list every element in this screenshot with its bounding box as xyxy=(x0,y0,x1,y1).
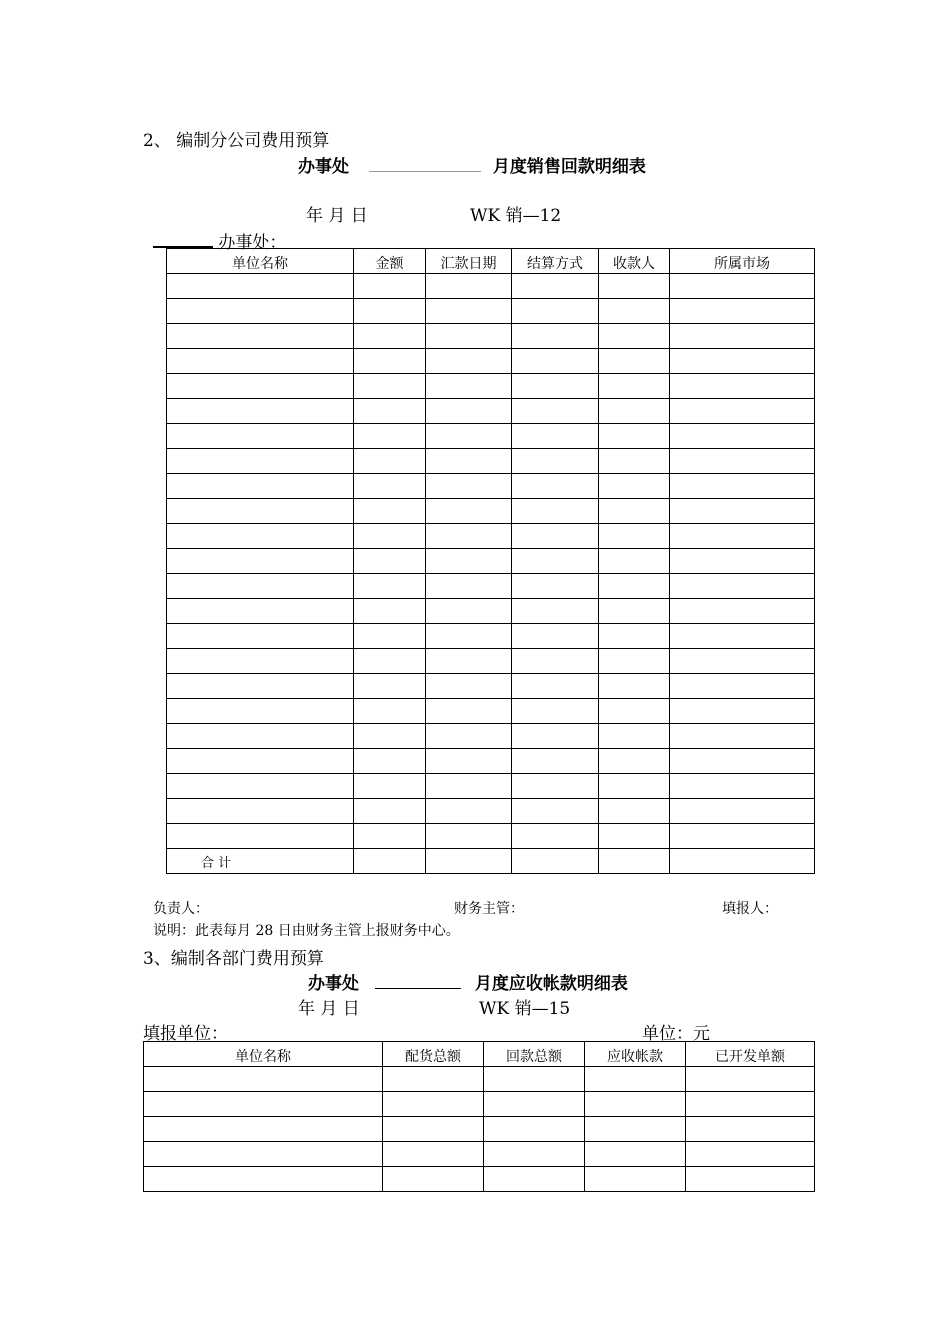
table-cell[interactable] xyxy=(426,624,512,649)
table-cell[interactable] xyxy=(354,549,426,574)
col-payee: 收款人 xyxy=(599,249,670,274)
table-cell[interactable] xyxy=(512,424,599,449)
col-receivables: 应收帐款 xyxy=(585,1042,686,1067)
total-row xyxy=(167,849,815,874)
table-cell[interactable] xyxy=(599,799,670,824)
section-2-heading: 2、 编制分公司费用预算 xyxy=(143,131,330,151)
header-row xyxy=(144,1042,815,1067)
table-cell[interactable] xyxy=(599,824,670,849)
table-cell[interactable] xyxy=(599,749,670,774)
col-unit-name: 单位名称 xyxy=(167,249,354,274)
table-cell[interactable] xyxy=(426,774,512,799)
table-cell[interactable] xyxy=(585,1142,686,1167)
table-cell[interactable] xyxy=(670,274,815,299)
table-cell[interactable] xyxy=(670,524,815,549)
table-cell[interactable] xyxy=(426,574,512,599)
table-cell[interactable] xyxy=(585,1167,686,1192)
table-cell[interactable] xyxy=(167,549,354,574)
table-cell[interactable] xyxy=(599,424,670,449)
table-cell[interactable] xyxy=(512,274,599,299)
table-cell[interactable] xyxy=(670,649,815,674)
office-name-blank[interactable] xyxy=(375,970,461,989)
table-cell[interactable] xyxy=(167,824,354,849)
table-row xyxy=(167,449,815,474)
table-cell[interactable] xyxy=(426,749,512,774)
header-row xyxy=(167,249,815,274)
table-row xyxy=(167,724,815,749)
table-cell[interactable] xyxy=(426,549,512,574)
table-cell[interactable] xyxy=(167,424,354,449)
sales-table-title xyxy=(298,152,646,177)
table-cell[interactable] xyxy=(426,674,512,699)
table-row xyxy=(167,549,815,574)
table-cell[interactable] xyxy=(144,1092,383,1117)
table-cell[interactable] xyxy=(512,524,599,549)
table-cell[interactable] xyxy=(426,649,512,674)
table-cell[interactable] xyxy=(167,674,354,699)
table-cell[interactable] xyxy=(144,1142,383,1167)
table-cell[interactable] xyxy=(512,499,599,524)
table-row xyxy=(144,1117,815,1142)
filled-by-label: 填报人： xyxy=(722,901,778,917)
title-prefix: 办事处 xyxy=(308,974,359,994)
table-cell[interactable] xyxy=(512,599,599,624)
table-cell[interactable] xyxy=(354,674,426,699)
table-cell[interactable] xyxy=(512,649,599,674)
table-cell[interactable] xyxy=(426,449,512,474)
table-cell[interactable] xyxy=(426,274,512,299)
table-cell[interactable] xyxy=(426,799,512,824)
table-cell[interactable] xyxy=(512,299,599,324)
table-cell[interactable] xyxy=(512,824,599,849)
col-amount: 金额 xyxy=(354,249,426,274)
table-cell[interactable] xyxy=(585,1067,686,1092)
table-row xyxy=(167,774,815,799)
table-cell[interactable] xyxy=(670,299,815,324)
table-cell[interactable] xyxy=(354,349,426,374)
table-cell[interactable] xyxy=(354,749,426,774)
table-cell[interactable] xyxy=(599,299,670,324)
table-cell[interactable] xyxy=(599,474,670,499)
table-cell[interactable] xyxy=(144,1117,383,1142)
table-cell[interactable] xyxy=(354,524,426,549)
table-cell[interactable] xyxy=(426,824,512,849)
table-row xyxy=(167,524,815,549)
table-row xyxy=(144,1067,815,1092)
table-cell[interactable] xyxy=(426,724,512,749)
table-cell[interactable] xyxy=(167,574,354,599)
table-cell[interactable] xyxy=(426,599,512,624)
table-cell[interactable] xyxy=(512,699,599,724)
table-cell[interactable] xyxy=(585,1092,686,1117)
table-row xyxy=(167,674,815,699)
table-cell[interactable] xyxy=(383,1092,484,1117)
table-cell[interactable] xyxy=(512,324,599,349)
table-cell[interactable] xyxy=(167,399,354,424)
table-cell[interactable] xyxy=(599,724,670,749)
table-cell[interactable] xyxy=(484,1117,585,1142)
table-row xyxy=(167,499,815,524)
table-cell[interactable] xyxy=(354,424,426,449)
receivables-table-title xyxy=(308,969,628,994)
table-cell[interactable] xyxy=(512,549,599,574)
receivables-table xyxy=(143,1041,815,1192)
table-cell[interactable] xyxy=(426,374,512,399)
table-cell[interactable] xyxy=(354,499,426,524)
table-cell[interactable] xyxy=(167,349,354,374)
table-cell[interactable] xyxy=(167,499,354,524)
table-cell[interactable] xyxy=(670,624,815,649)
table-cell[interactable] xyxy=(426,399,512,424)
table-cell[interactable] xyxy=(599,574,670,599)
office-blank[interactable] xyxy=(153,230,213,248)
reporting-unit-label: 填报单位： xyxy=(143,1024,228,1044)
table-cell[interactable] xyxy=(686,1142,815,1167)
table-cell[interactable] xyxy=(585,1117,686,1142)
table-cell[interactable] xyxy=(167,449,354,474)
col-invoiced-amount: 已开发单额 xyxy=(686,1042,815,1067)
table-cell[interactable] xyxy=(426,699,512,724)
table-cell[interactable] xyxy=(354,324,426,349)
table-cell[interactable] xyxy=(383,1142,484,1167)
table-cell[interactable] xyxy=(670,599,815,624)
table-row xyxy=(144,1142,815,1167)
title-suffix: 月度应收帐款明细表 xyxy=(474,974,628,994)
table-cell[interactable] xyxy=(426,299,512,324)
table-cell[interactable] xyxy=(383,1117,484,1142)
col-settlement: 结算方式 xyxy=(512,249,599,274)
table-cell[interactable] xyxy=(686,1167,815,1192)
table-row xyxy=(167,699,815,724)
table-cell[interactable] xyxy=(354,599,426,624)
table-cell[interactable] xyxy=(426,849,512,874)
table-cell[interactable] xyxy=(670,699,815,724)
table-cell[interactable] xyxy=(670,474,815,499)
table-row xyxy=(167,274,815,299)
table-row xyxy=(167,324,815,349)
table-cell[interactable] xyxy=(426,524,512,549)
table-cell[interactable] xyxy=(144,1167,383,1192)
table-cell[interactable] xyxy=(599,274,670,299)
table-cell[interactable] xyxy=(167,774,354,799)
table-cell[interactable] xyxy=(512,774,599,799)
table-cell[interactable] xyxy=(512,674,599,699)
table-row xyxy=(167,424,815,449)
table-cell[interactable] xyxy=(426,474,512,499)
title-suffix: 月度销售回款明细表 xyxy=(492,157,646,177)
table-cell[interactable] xyxy=(484,1142,585,1167)
table-cell[interactable] xyxy=(599,524,670,549)
table-cell[interactable] xyxy=(354,449,426,474)
sales-collection-table xyxy=(166,248,815,874)
table-cell[interactable] xyxy=(512,399,599,424)
table-cell[interactable] xyxy=(426,499,512,524)
table-cell[interactable] xyxy=(484,1067,585,1092)
table-cell[interactable] xyxy=(599,349,670,374)
office-label: 办事处： xyxy=(218,233,287,253)
table-cell[interactable] xyxy=(354,474,426,499)
table-row xyxy=(167,824,815,849)
finance-head-label: 财务主管： xyxy=(454,901,524,917)
table-cell[interactable] xyxy=(512,724,599,749)
table-row xyxy=(167,799,815,824)
table-cell[interactable] xyxy=(512,349,599,374)
table-cell[interactable] xyxy=(354,824,426,849)
table-cell[interactable] xyxy=(670,549,815,574)
table-cell[interactable] xyxy=(426,324,512,349)
table-row xyxy=(167,624,815,649)
table-cell[interactable] xyxy=(512,849,599,874)
table-cell[interactable] xyxy=(167,749,354,774)
table-cell[interactable] xyxy=(686,1092,815,1117)
table-cell[interactable] xyxy=(167,599,354,624)
table-cell[interactable] xyxy=(354,849,426,874)
table-cell[interactable] xyxy=(670,749,815,774)
table-cell[interactable] xyxy=(512,624,599,649)
table-cell[interactable] xyxy=(686,1067,815,1092)
table-cell[interactable] xyxy=(354,624,426,649)
table-cell[interactable] xyxy=(167,624,354,649)
section-3-heading: 3、编制各部门费用预算 xyxy=(143,949,324,969)
table-cell[interactable] xyxy=(686,1117,815,1142)
total-label: 合 计 xyxy=(167,849,354,874)
table-cell[interactable] xyxy=(167,799,354,824)
table-cell[interactable] xyxy=(167,699,354,724)
table-cell[interactable] xyxy=(354,649,426,674)
date-label: 年 月 日 xyxy=(298,999,360,1019)
table-cell[interactable] xyxy=(354,724,426,749)
table-cell[interactable] xyxy=(599,599,670,624)
table-cell[interactable] xyxy=(426,424,512,449)
table-cell[interactable] xyxy=(426,349,512,374)
table-cell[interactable] xyxy=(167,649,354,674)
form-code: WK 销—15 xyxy=(479,999,571,1019)
table-cell[interactable] xyxy=(599,324,670,349)
table-cell[interactable] xyxy=(670,324,815,349)
table-cell[interactable] xyxy=(512,574,599,599)
unit-label: 单位：元 xyxy=(642,1024,710,1044)
table-cell[interactable] xyxy=(512,474,599,499)
table-cell[interactable] xyxy=(670,774,815,799)
table-cell[interactable] xyxy=(599,449,670,474)
col-unit-name: 单位名称 xyxy=(144,1042,383,1067)
table-row xyxy=(167,649,815,674)
table-cell[interactable] xyxy=(599,624,670,649)
col-shipped-total: 配货总额 xyxy=(383,1042,484,1067)
table-cell[interactable] xyxy=(167,474,354,499)
table-row xyxy=(144,1092,815,1117)
table-cell[interactable] xyxy=(354,374,426,399)
office-name-blank[interactable] xyxy=(369,153,481,172)
table-cell[interactable] xyxy=(670,849,815,874)
table-cell[interactable] xyxy=(599,399,670,424)
table-cell[interactable] xyxy=(484,1167,585,1192)
table-cell[interactable] xyxy=(512,799,599,824)
table-cell[interactable] xyxy=(354,774,426,799)
title-prefix: 办事处 xyxy=(298,157,349,177)
table-cell[interactable] xyxy=(670,399,815,424)
table-cell[interactable] xyxy=(670,574,815,599)
table-cell[interactable] xyxy=(670,724,815,749)
table-cell[interactable] xyxy=(354,274,426,299)
table-cell[interactable] xyxy=(167,324,354,349)
table-cell[interactable] xyxy=(670,374,815,399)
note: 说明：此表每月 28 日由财务主管上报财务中心。 xyxy=(153,923,460,939)
table-cell[interactable] xyxy=(383,1067,484,1092)
table-cell[interactable] xyxy=(670,674,815,699)
table-cell[interactable] xyxy=(670,449,815,474)
responsible-label: 负责人： xyxy=(153,901,209,917)
table-cell[interactable] xyxy=(670,424,815,449)
table-cell[interactable] xyxy=(144,1067,383,1092)
table-cell[interactable] xyxy=(670,799,815,824)
col-remit-date: 汇款日期 xyxy=(426,249,512,274)
table-row xyxy=(167,299,815,324)
table-cell[interactable] xyxy=(599,499,670,524)
date-label: 年 月 日 xyxy=(306,206,368,226)
table-cell[interactable] xyxy=(599,374,670,399)
table-cell[interactable] xyxy=(599,699,670,724)
table-cell[interactable] xyxy=(167,374,354,399)
table-cell[interactable] xyxy=(599,649,670,674)
table-row xyxy=(167,374,815,399)
table-cell[interactable] xyxy=(512,374,599,399)
table-cell[interactable] xyxy=(354,399,426,424)
table-cell[interactable] xyxy=(354,799,426,824)
table-cell[interactable] xyxy=(484,1092,585,1117)
col-collected-total: 回款总额 xyxy=(484,1042,585,1067)
table-cell[interactable] xyxy=(167,274,354,299)
form-code: WK 销—12 xyxy=(470,206,562,226)
table-cell[interactable] xyxy=(354,299,426,324)
table-cell[interactable] xyxy=(167,524,354,549)
table-row xyxy=(167,399,815,424)
table-cell[interactable] xyxy=(599,849,670,874)
table-cell[interactable] xyxy=(670,824,815,849)
table-cell[interactable] xyxy=(383,1167,484,1192)
table-cell[interactable] xyxy=(167,724,354,749)
table-row xyxy=(167,599,815,624)
table-row xyxy=(167,749,815,774)
table-row xyxy=(167,474,815,499)
table-cell[interactable] xyxy=(599,674,670,699)
table-cell[interactable] xyxy=(599,774,670,799)
col-market: 所属市场 xyxy=(670,249,815,274)
table-cell[interactable] xyxy=(167,299,354,324)
table-cell[interactable] xyxy=(670,499,815,524)
table-cell[interactable] xyxy=(599,549,670,574)
table-cell[interactable] xyxy=(670,349,815,374)
table-row xyxy=(167,574,815,599)
table-row xyxy=(144,1167,815,1192)
table-cell[interactable] xyxy=(354,574,426,599)
table-cell[interactable] xyxy=(512,449,599,474)
table-cell[interactable] xyxy=(354,699,426,724)
table-cell[interactable] xyxy=(512,749,599,774)
table-row xyxy=(167,349,815,374)
